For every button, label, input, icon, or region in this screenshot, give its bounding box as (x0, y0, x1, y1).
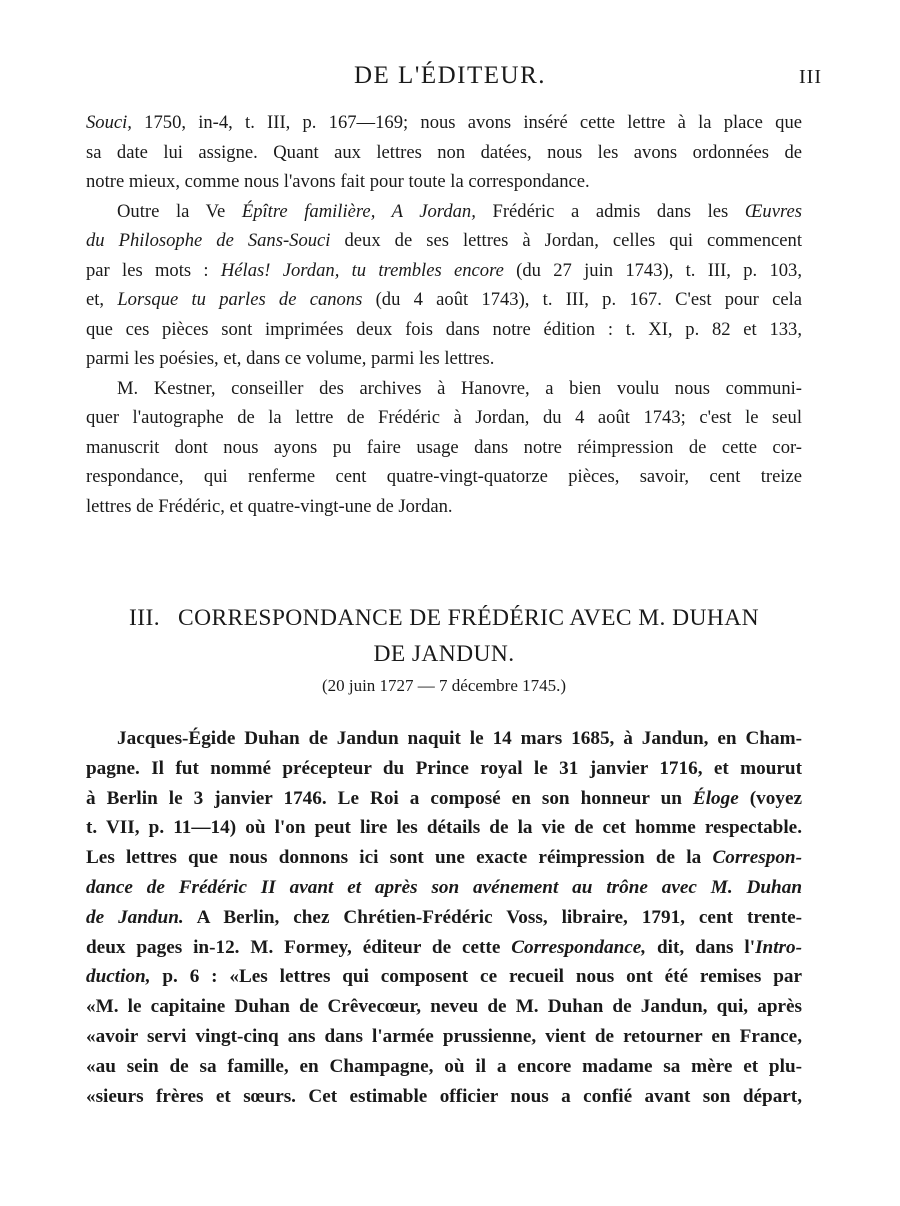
text-line: Souci, 1750, in-4, t. III, p. 167—169; nous avons inséré cette lettre à la place que (86, 112, 802, 133)
text-line: duction, p. 6 : «Les lettres qui composent ce recueil nous ont été remises par (86, 966, 802, 988)
text-line: M. Kestner, conseiller des archives à Hanovre, a bien voulu nous communi- (117, 377, 802, 399)
text-line: de Jandun. A Berlin, chez Chrétien-Frédéric Voss, libraire, 1791, cent trente- (86, 906, 802, 928)
preface-text (86, 108, 802, 521)
running-head (0, 62, 900, 98)
section-number: III. (129, 605, 160, 631)
text-line: Outre la Ve Épître familière, A Jordan, Frédéric a admis dans les Œuvres (117, 200, 802, 222)
text-line: «avoir servi vingt-cinq ans dans l'armée prussienne, vient de retourner en France, (86, 1025, 802, 1047)
text-line: Jacques-Égide Duhan de Jandun naquit le 14 mars 1685, à Jandun, en Cham- (117, 728, 802, 749)
body-text (86, 724, 802, 1111)
text-line: «au sein de sa famille, en Champagne, où il a encore madame sa mère et plu- (86, 1055, 802, 1077)
text-line: deux pages in-12. M. Formey, éditeur de cette Correspondance, dit, dans l'Intro- (86, 936, 802, 958)
text-line: t. VII, p. 11—14) où l'on peut lire les détails de la vie de cet homme respectable. (86, 817, 802, 839)
text-line: notre mieux, comme nous l'avons fait pour toute la correspondance. (86, 171, 590, 192)
text-line: par les mots : Hélas! Jordan, tu trembles encore (du 27 juin 1743), t. III, p. 103, (86, 259, 802, 281)
text-line: dance de Frédéric II avant et après son avénement au trône avec M. Duhan (86, 876, 802, 898)
text-line: quer l'autographe de la lettre de Frédéric à Jordan, du 4 août 1743; c'est le seul (86, 407, 802, 428)
text-line: Les lettres que nous donnons ici sont une exacte réimpression de la Correspon- (86, 847, 802, 869)
section-title-line: III. CORRESPONDANCE DE FRÉDÉRIC AVEC M. DUHAN (129, 605, 759, 631)
section-dates: (20 juin 1727 — 7 décembre 1745.) (321, 676, 567, 695)
text-line: respondance, qui renferme cent quatre-vingt-quatorze pièces, savoir, cent treize (86, 466, 802, 487)
text-line: sa date lui assigne. Quant aux lettres non datées, nous les avons ordonnées de (86, 141, 802, 163)
text-line: à Berlin le 3 janvier 1746. Le Roi a composé en son honneur un Éloge (voyez (86, 787, 802, 809)
text-line: lettres de Frédéric, et quatre-vingt-une de Jordan. (86, 495, 453, 517)
section-title-line: DE JANDUN. (373, 641, 515, 667)
text-line: que ces pièces sont imprimées deux fois dans notre édition : t. XI, p. 82 et 133, (86, 318, 802, 340)
running-title: DE L'ÉDITEUR. (353, 62, 547, 89)
text-line: et, Lorsque tu parles de canons (du 4 août 1743), t. III, p. 167. C'est pour cela (86, 289, 802, 310)
page-number: III (799, 66, 822, 88)
text-line: du Philosophe de Sans-Souci deux de ses lettres à Jordan, celles qui commencent (86, 230, 802, 251)
text-line: parmi les poésies, et, dans ce volume, parmi les lettres. (86, 348, 495, 369)
text-line: «M. le capitaine Duhan de Crêvecœur, neveu de M. Duhan de Jandun, qui, après (86, 996, 802, 1018)
section-heading (86, 600, 802, 672)
text-line: pagne. Il fut nommé précepteur du Prince royal le 31 janvier 1716, et mourut (86, 757, 802, 779)
text-line: manuscrit dont nous ayons pu faire usage dans notre réimpression de cette cor- (86, 436, 802, 458)
text-line: «sieurs frères et sœurs. Cet estimable officier nous a confié avant son départ, (86, 1085, 802, 1107)
